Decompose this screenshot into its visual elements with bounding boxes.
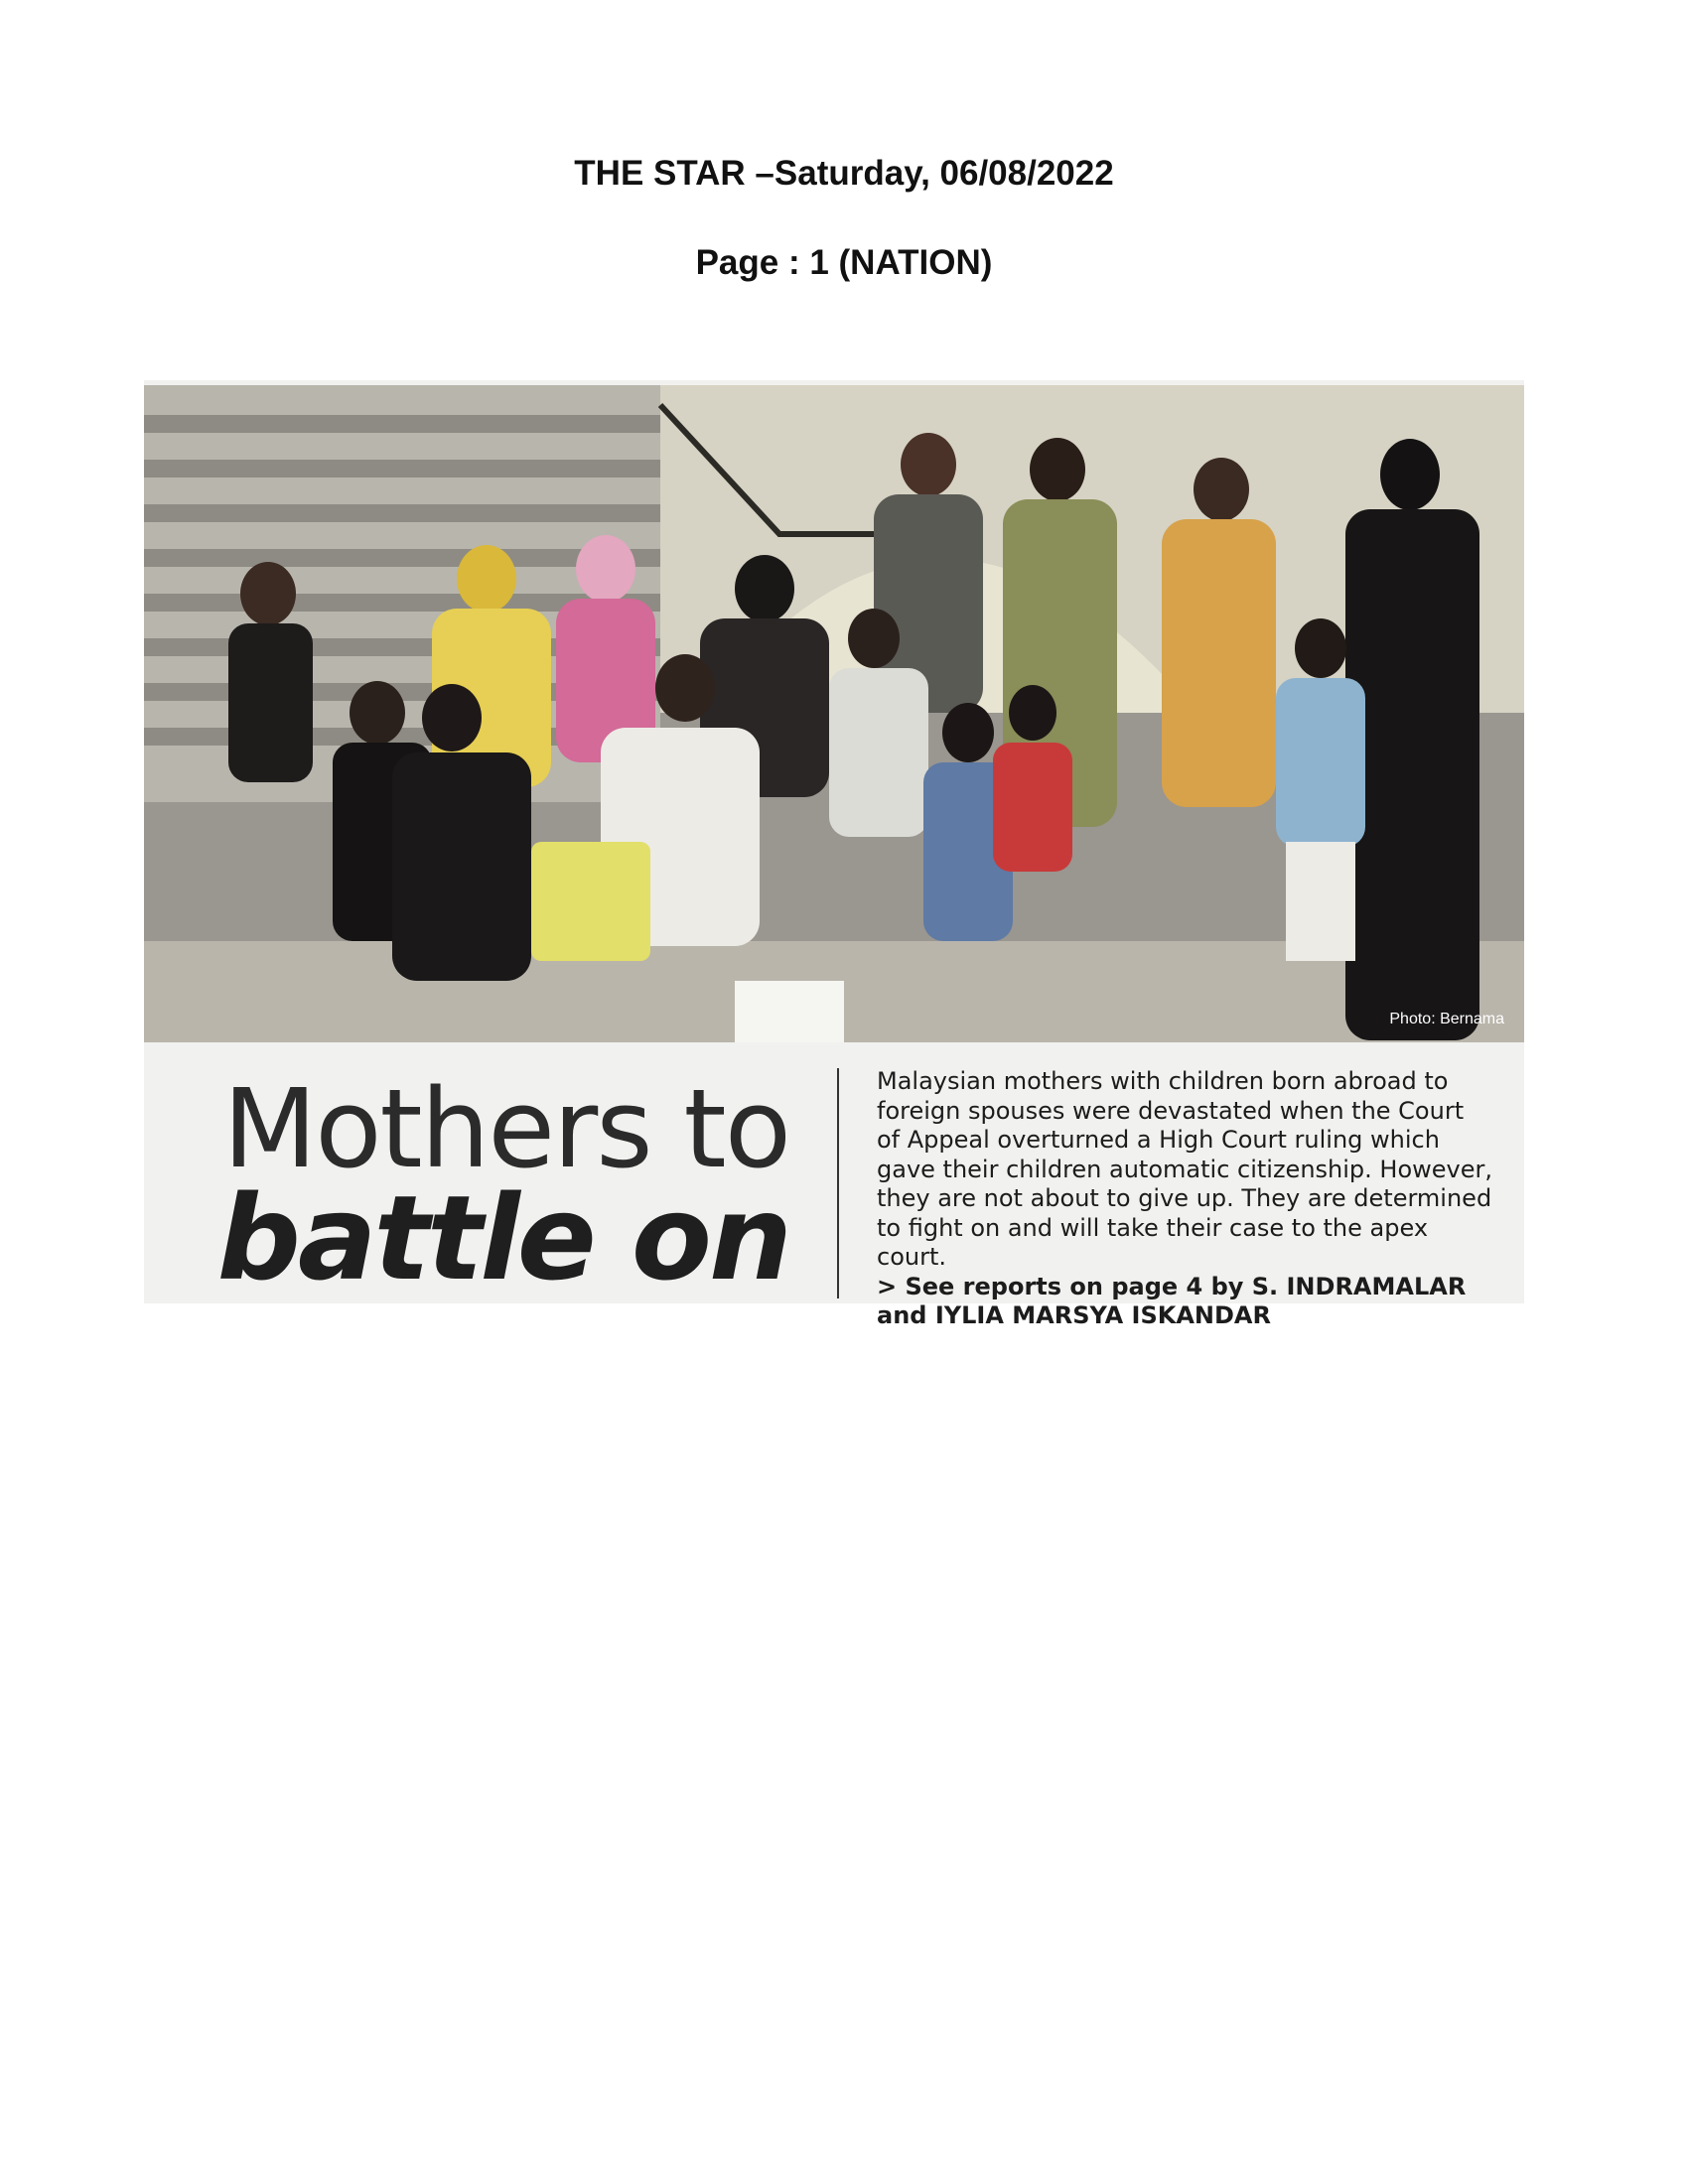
- blurb-text: Malaysian mothers with children born abroad to foreign spouses were devastated when the Court of Appeal overturned a High Court ruling which gave their children automatic citizenship. However, they are not about to give up. They are determined to fight on and will take their case to the apex court.: [877, 1067, 1492, 1271]
- news-photo: [144, 385, 1524, 1042]
- newspaper-clipping: [144, 380, 1524, 1329]
- article-blurb: [877, 1067, 1492, 1331]
- clipping-header-date: THE STAR –Saturday, 06/08/2022: [574, 154, 1114, 193]
- column-divider: [837, 1068, 839, 1298]
- yellow-bag: [531, 842, 650, 961]
- page-reference: > See reports on page 4 by S. INDRAMALAR and IYLIA MARSYA ISKANDAR: [877, 1272, 1467, 1329]
- headline: [144, 1065, 819, 1306]
- headline-line-2: battle on: [216, 1169, 789, 1306]
- headline-line-1: Mothers to: [222, 1065, 789, 1192]
- clipping-header-page: Page : 1 (NATION): [695, 243, 993, 282]
- photo-credit: Photo: Bernama: [1389, 1011, 1504, 1027]
